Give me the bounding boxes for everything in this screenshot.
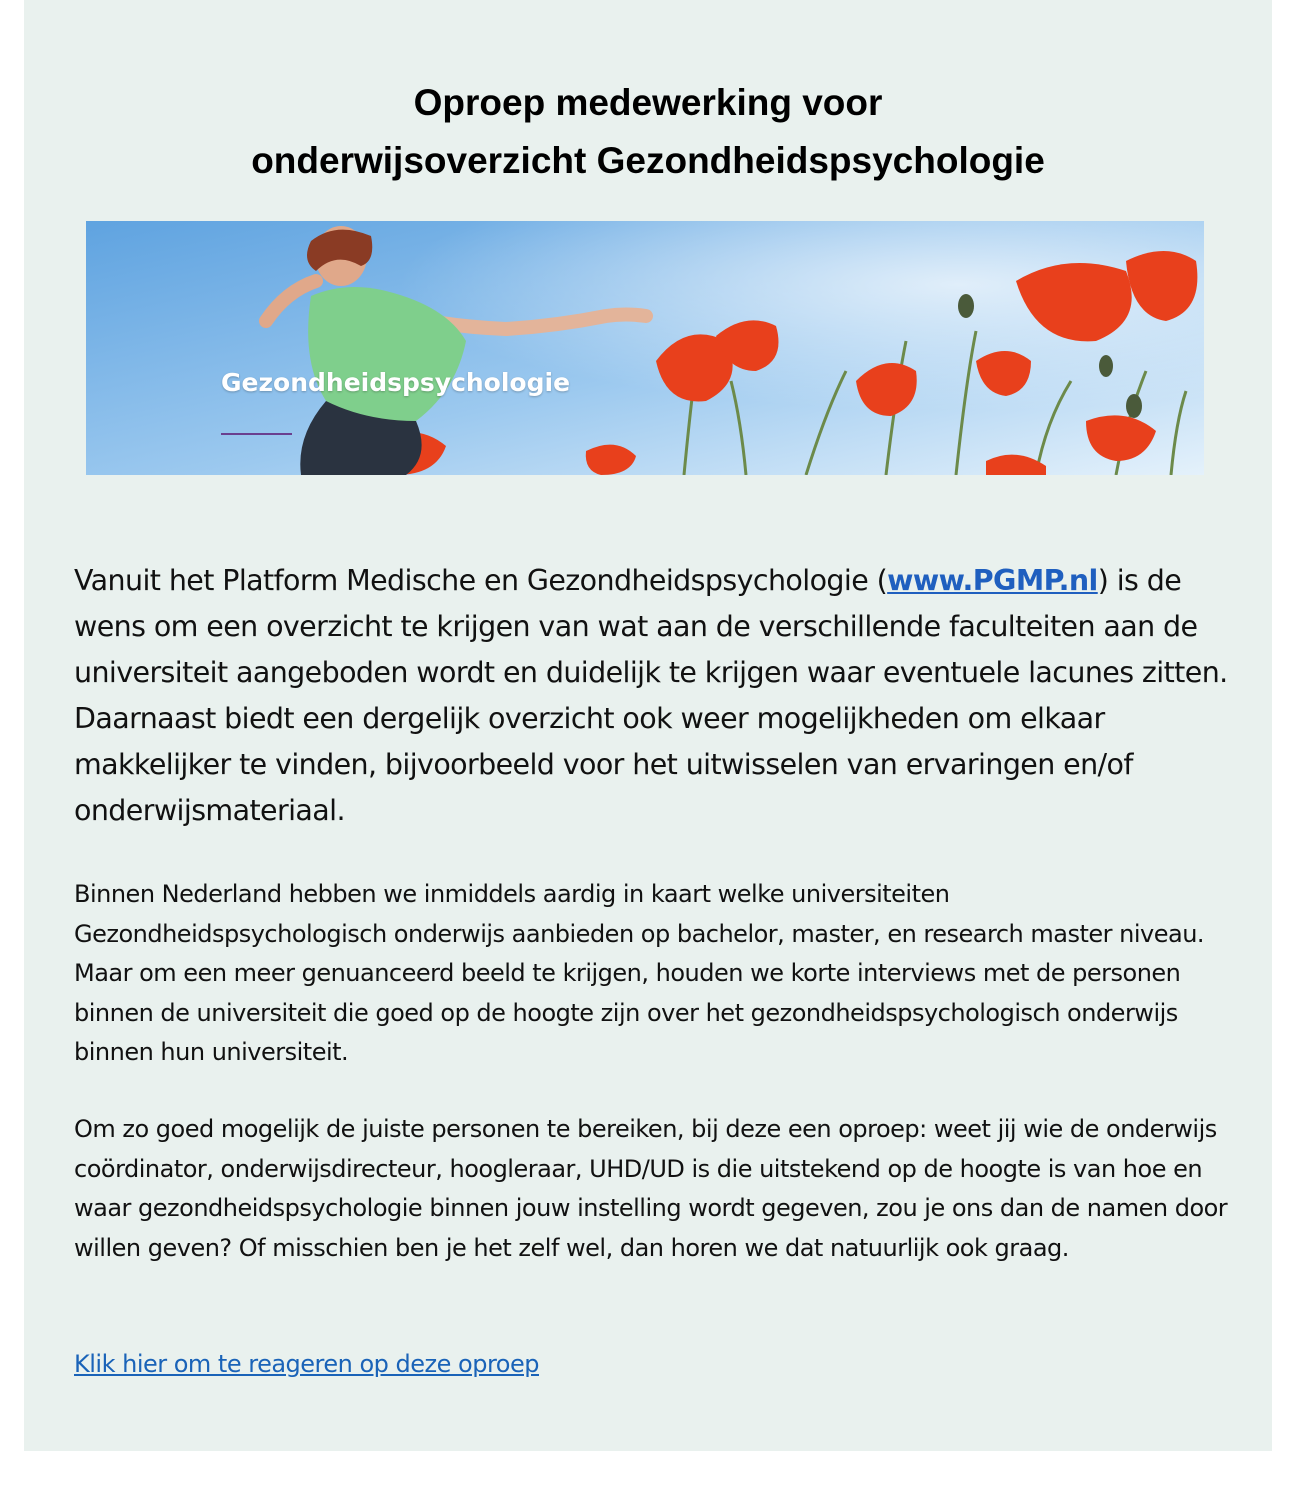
banner-image bbox=[86, 221, 1204, 475]
pgmp-link[interactable]: www.PGMP.nl bbox=[887, 564, 1098, 597]
content-card bbox=[24, 0, 1272, 1451]
intro-text-before-link: Vanuit het Platform Medische en Gezondheidspsychologie ( bbox=[74, 564, 888, 597]
page-title bbox=[24, 74, 1272, 190]
title-line-1: Oproep medewerking voor bbox=[413, 82, 883, 123]
title-line-2: onderwijsoverzicht Gezondheidspsychologie bbox=[251, 140, 1045, 181]
paragraph-call: Om zo goed mogelijk de juiste personen te bereiken, bij deze een oproep: weet jij wie de onderwijs coördinator, onderwijsdirecteur, hoogleraar, UHD/UD is die uitstekend op de hoogte is van hoe en waar gezondheidspsychologie binnen jouw instelling wordt gegeven, zou je ons dan de namen door willen geven? Of misschien ben je het zelf wel, dan horen we dat natuurlijk ook graag. bbox=[74, 1115, 1228, 1262]
respond-link[interactable]: Klik hier om te reageren op deze oproep bbox=[74, 1350, 539, 1378]
banner-underline bbox=[221, 433, 292, 435]
intro-text-after-link: ) is de wens om een overzicht te krijgen van wat aan de verschillende faculteiten aan de universiteit aangeboden wordt en duidelijk te krijgen waar eventuele lacunes zitten. Daarnaast biedt een dergelijk overzicht ook weer mogelijkheden om elkaar makkelijker te vinden, bijvoorbeeld voor het uitwisselen van ervaringen en/of onderwijsmateriaal. bbox=[74, 564, 1228, 827]
intro-paragraph bbox=[74, 558, 1234, 834]
banner-photo bbox=[86, 221, 1204, 475]
paragraph-universities: Binnen Nederland hebben we inmiddels aardig in kaart welke universiteiten Gezondheidspsychologisch onderwijs aanbieden op bachelor, master, en research master niveau. Maar om een meer genuanceerd beeld te krijgen, houden we korte interviews met de personen binnen de universiteit die goed op de hoogte zijn over het gezondheidspsychologisch onderwijs binnen hun universiteit. bbox=[74, 880, 1205, 1066]
banner-label: Gezondheidspsychologie bbox=[221, 368, 571, 397]
